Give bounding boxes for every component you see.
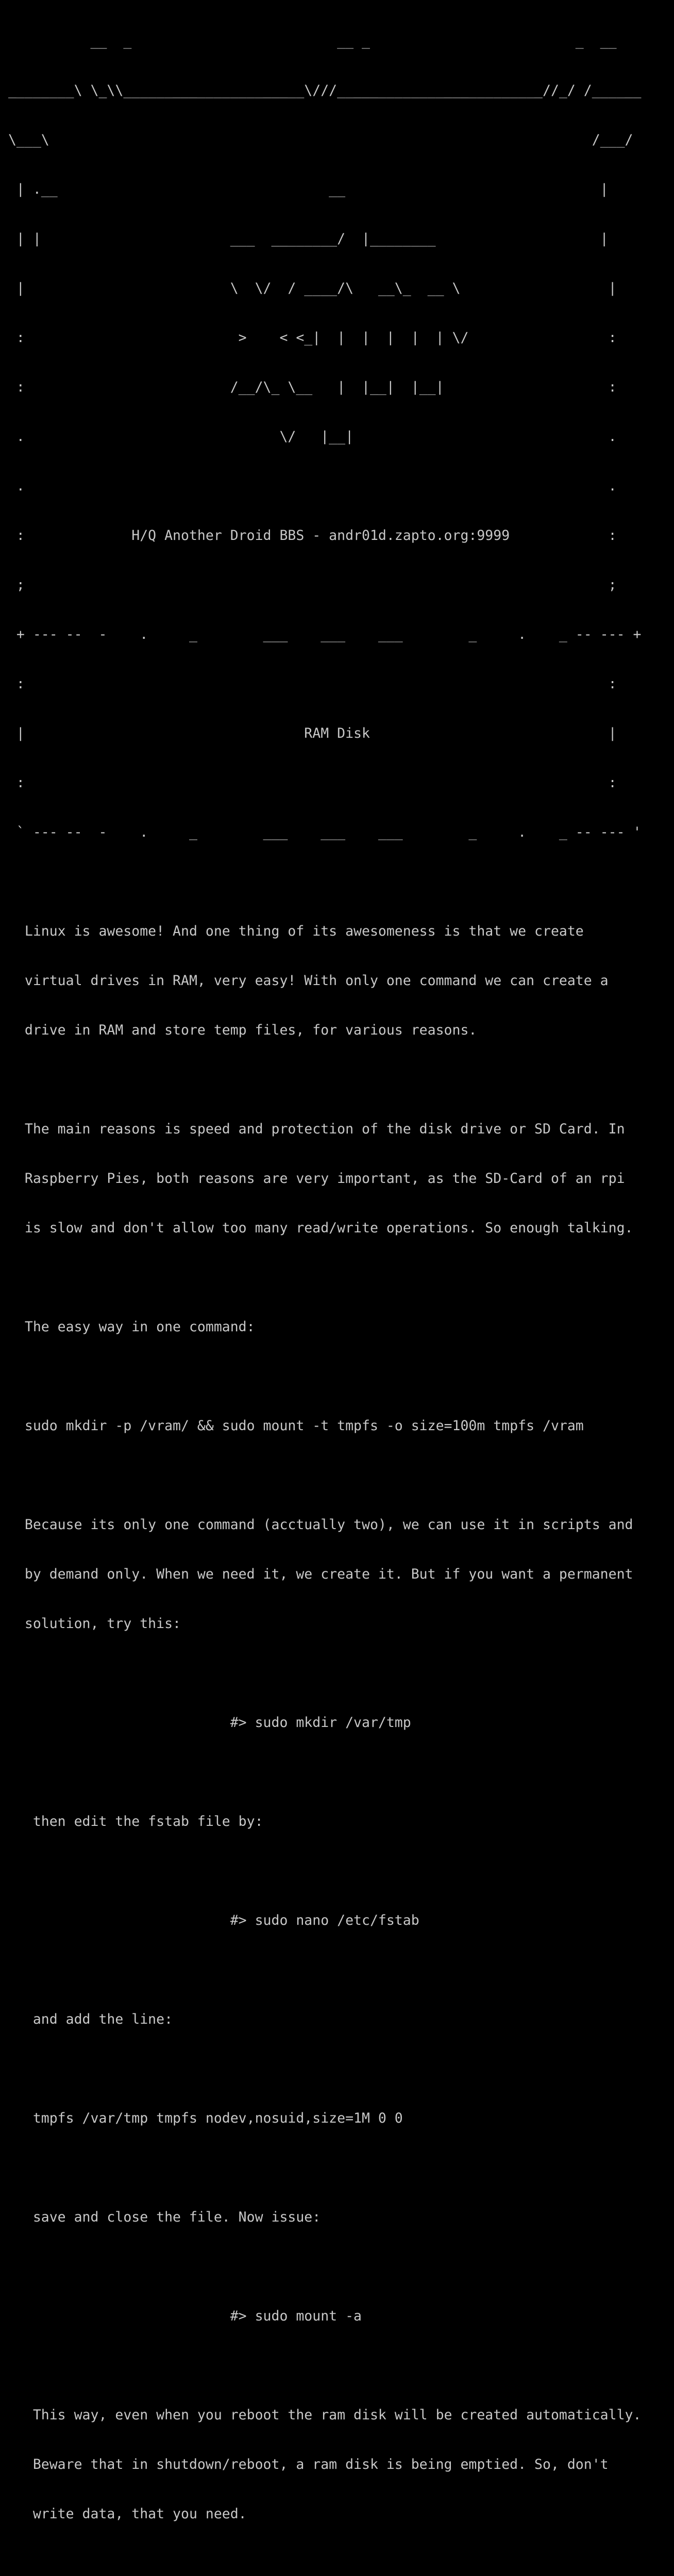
terminal-line: . \/ |__| . bbox=[0, 429, 617, 445]
article-line bbox=[0, 2259, 660, 2275]
article-line: by demand only. When we need it, we create it. But if you want a permanent bbox=[0, 1566, 633, 1582]
article-line bbox=[0, 1467, 660, 1484]
article-line bbox=[0, 1863, 660, 1879]
terminal-line: | .__ __ | bbox=[0, 181, 609, 197]
article-line: write data, that you need. bbox=[0, 2506, 247, 2522]
terminal-line: | | ___ ________/ |________ | bbox=[0, 231, 609, 247]
command-line: #> sudo mkdir /var/tmp bbox=[0, 1715, 411, 1731]
article-line: Linux is awesome! And one thing of its awesomeness is that we create bbox=[0, 923, 584, 939]
terminal-line: | \ \/ / ____/\ __\_ __ \ | bbox=[0, 280, 617, 296]
command-line: sudo mkdir -p /vram/ && sudo mount -t tmpfs -o size=100m tmpfs /vram bbox=[0, 1418, 584, 1434]
article-line bbox=[0, 1269, 660, 1286]
article-line bbox=[0, 1368, 660, 1385]
article-line: save and close the file. Now issue: bbox=[0, 2209, 321, 2225]
command-line: #> sudo nano /etc/fstab bbox=[0, 1912, 419, 1928]
article-line: Beware that in shutdown/reboot, a ram disk is being emptied. So, don't bbox=[0, 2456, 609, 2472]
terminal-line: + --- -- - . _ ___ ___ ___ _ . _ -- --- + bbox=[0, 626, 642, 642]
article-line: and add the line: bbox=[0, 2011, 173, 2027]
article-line bbox=[0, 2358, 660, 2374]
terminal-line: ; ; bbox=[0, 577, 617, 593]
article-line: drive in RAM and store temp files, for various reasons. bbox=[0, 1022, 477, 1038]
terminal-line: : /__/\_ \__ | |__| |__| : bbox=[0, 379, 617, 395]
article-line bbox=[0, 2061, 660, 2077]
article-line bbox=[0, 1962, 660, 1978]
article-line: then edit the fstab file by: bbox=[0, 1814, 263, 1829]
article-line bbox=[0, 1665, 660, 1682]
bbs-tagline: : H/Q Another Droid BBS - andr01d.zapto.org:9999 : bbox=[0, 528, 617, 544]
article-line: virtual drives in RAM, very easy! With only one command we can create a bbox=[0, 973, 609, 989]
page-title: | RAM Disk | bbox=[0, 725, 617, 741]
article-line: is slow and don't allow too many read/write operations. So enough talking. bbox=[0, 1220, 633, 1236]
terminal-line bbox=[0, 874, 660, 890]
terminal-line: : : bbox=[0, 775, 617, 791]
article-line: The easy way in one command: bbox=[0, 1319, 255, 1335]
article-line: This way, even when you reboot the ram disk will be created automatically. bbox=[0, 2407, 642, 2423]
terminal-line: __ _ __ _ _ __ bbox=[0, 33, 617, 49]
article-line: Raspberry Pies, both reasons are very important, as the SD-Card of an rpi bbox=[0, 1171, 625, 1187]
article-line bbox=[0, 2160, 660, 2176]
command-line: #> sudo mount -a bbox=[0, 2308, 362, 2324]
terminal-line: ________\ \_\\______________________\///_________________________//_/ /______ bbox=[0, 82, 642, 98]
article-line bbox=[0, 1072, 660, 1088]
article-line: Because its only one command (acctually two), we can use it in scripts and bbox=[0, 1517, 633, 1533]
terminal-line: \___\ /___/ bbox=[0, 132, 633, 148]
terminal-line: : : bbox=[0, 676, 617, 692]
terminal-line: ` --- -- - . _ ___ ___ ___ _ . _ -- --- ' bbox=[0, 824, 642, 840]
article-line bbox=[0, 2555, 660, 2572]
command-line: tmpfs /var/tmp tmpfs nodev,nosuid,size=1M 0 0 bbox=[0, 2110, 403, 2126]
article-line: The main reasons is speed and protection of the disk drive or SD Card. In bbox=[0, 1121, 625, 1137]
terminal-line: . . bbox=[0, 478, 617, 494]
article-line: solution, try this: bbox=[0, 1616, 181, 1632]
article-line bbox=[0, 1764, 660, 1781]
terminal-line: : > < <_| | | | | | \/ : bbox=[0, 330, 617, 346]
